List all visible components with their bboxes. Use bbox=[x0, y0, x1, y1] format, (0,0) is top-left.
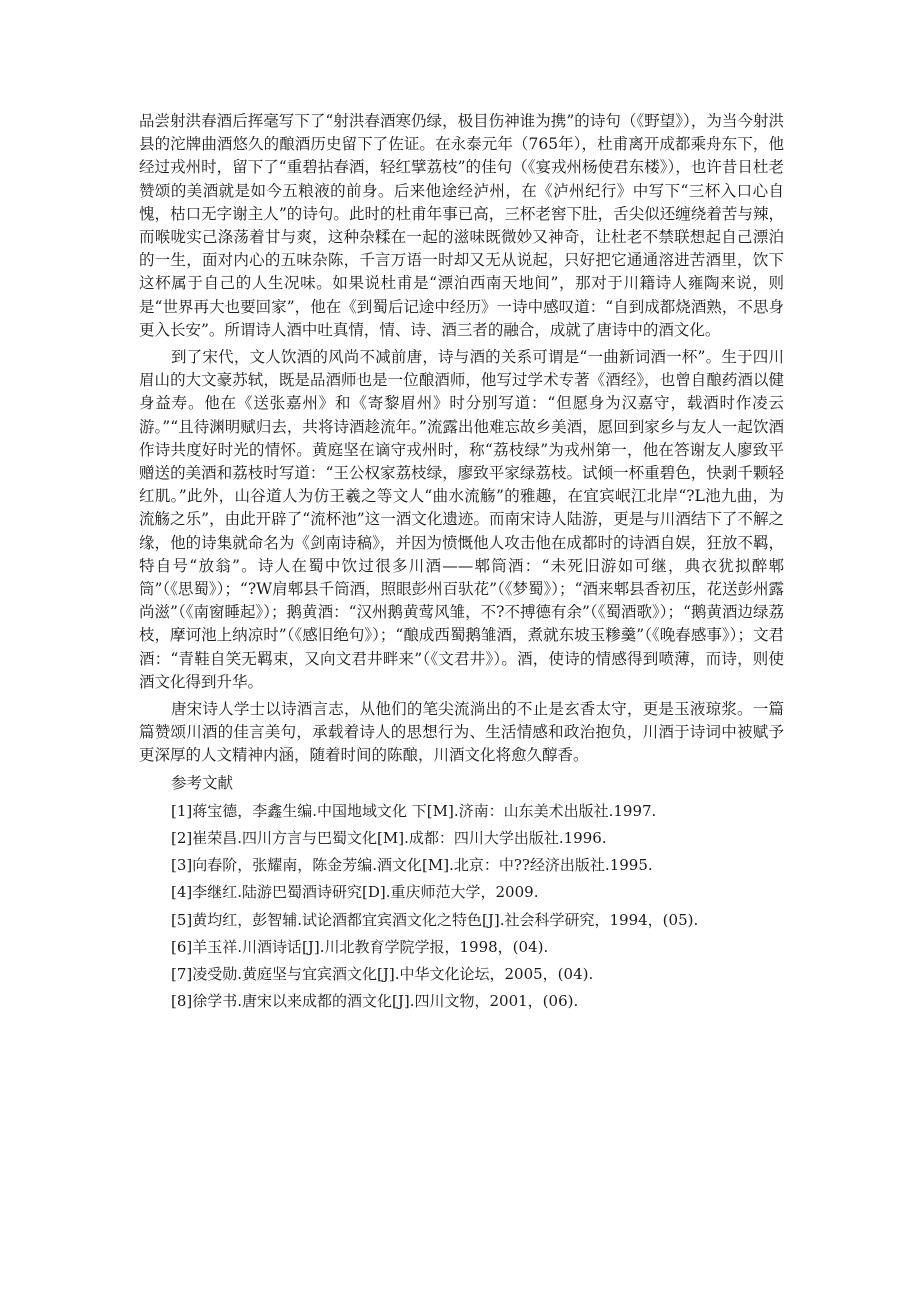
body-paragraph-3: 唐宋诗人学士以诗酒言志，从他们的笔尖流淌出的不止是玄香太守，更是玉液琼浆。一篇篇赞颂川酒的佳言美句，承载着诗人的思想行为、生活情感和政治抱负，川酒于诗词中被赋予更深厚的人文精神内涵，随着时间的陈酿，川酒文化将愈久醇香。 bbox=[139, 700, 784, 765]
reference-item: [4]李继红.陆游巴蜀酒诗研究[D].重庆师范大学，2009. bbox=[171, 883, 539, 902]
references-heading: 参考文献 bbox=[171, 773, 234, 792]
reference-item: [3]向春阶，张耀南，陈金芳编.酒文化[M].北京：中??经济出版社.1995. bbox=[171, 856, 653, 875]
reference-item: [5]黄均红，彭智辅.试论酒都宜宾酒文化之特色[J].社会科学研究，1994，(05). bbox=[171, 910, 699, 929]
reference-item: [1]蒋宝德，李鑫生编.中国地域文化 下[M].济南：山东美术出版社.1997. bbox=[171, 801, 657, 820]
reference-item: [6]羊玉祥.川酒诗话[J].川北教育学院学报，1998，(04). bbox=[171, 937, 549, 956]
reference-item: [7]凌受勋.黄庭坚与宜宾酒文化[J].中华文化论坛，2005，(04). bbox=[171, 965, 594, 984]
reference-item: [2]崔荣昌.四川方言与巴蜀文化[M].成都：四川大学出版社.1996. bbox=[171, 829, 607, 848]
document-page bbox=[139, 110, 784, 1018]
body-paragraph-2: 到了宋代，文人饮酒的风尚不减前唐，诗与酒的关系可谓是“一曲新词酒一杯”。生于四川眉山的大文豪苏轼，既是品酒师也是一位酿酒师，他写过学术专著《酒经》，也曾自酿药酒以健身益寿。他在《送张嘉州》和《寄黎眉州》时分别写道：“但愿身为汉嘉守，载酒时作凌云游。”“且待渊明赋归去，共将诗酒趁流年。”流露出他难忘故乡美酒，愿回到家乡与友人一起饮酒作诗共度好时光的情怀。黄庭坚在谪守戎州时，称“荔枝绿”为戎州第一，他在答谢友人廖致平赠送的美酒和荔枝时写道：“王公权家荔枝绿，廖致平家绿荔枝。试倾一杯重碧色，快剥千颗轻红肌。”此外，山谷道人为仿王羲之等文人“曲水流觞”的雅趣，在宜宾岷江北岸“?L池九曲，为流觞之乐”，由此开辟了“流杯池”这一酒文化遗迹。而南宋诗人陆游，更是与川酒结下了不解之缘，他的诗集就命名为《剑南诗稿》，并因为愤慨他人攻击他在成都时的诗酒自娱，狂放不羁，特自号“放翁”。诗人在蜀中饮过很多川酒——郫筒酒：“未死旧游如可继，典衣犹拟醉郫筒”（《思蜀》）；“?W肩郫县千筒酒，照眼彭州百驮花”（《梦蜀》）；“酒来郫县香初压，花送彭州露尚滋”（《南窗睡起》）；鹅黄酒：“汉州鹅黄莺风雏，不?不搏德有余”（《蜀酒歌》）；“鹅黄酒边绿荔枝，摩诃池上纳凉时”（《感旧绝句》）；“酿成西蜀鹅雏酒，煮就东坡玉糁羹”（《晚春感事》）；文君酒：“青鞋自笑无羁束，又向文君井畔来”（《文君井》）。酒，使诗的情感得到喷薄，而诗，则使酒文化得到升华。 bbox=[139, 348, 784, 691]
reference-item: [8]徐学书.唐宋以来成都的酒文化[J].四川文物，2001，(06). bbox=[171, 992, 579, 1011]
references-list bbox=[139, 801, 784, 1012]
body-paragraph-1: 品尝射洪春酒后挥毫写下了“射洪春酒寒仍绿，极目伤神谁为携”的诗句（《野望》），为当今射洪县的沱牌曲酒悠久的酿酒历史留下了佐证。在永泰元年（765年），杜甫离开成都乘舟东下，他经过戎州时，留下了“重碧拈春酒，轻红擘荔枝”的佳句（《宴戎州杨使君东楼》），也许昔日杜老赞颂的美酒就是如今五粮液的前身。后来他途经泸州，在《泸州纪行》中写下“三杯入口心自愧，枯口无字谢主人”的诗句。此时的杜甫年事已高，三杯老窖下肚，舌尖似还缠绕着苦与辣，而喉咙实己涤荡着甘与爽，这种杂糅在一起的滋味既微妙又神奇，让杜老不禁联想起自己漂泊的一生，面对内心的五味杂陈，千言万语一时却又无从说起，只好把它通通溶进苦酒里，饮下这杯属于自己的人生况味。如果说杜甫是“漂泊西南天地间”，那对于川籍诗人雍陶来说，则是“世界再大也要回家”，他在《到蜀后记途中经历》一诗中感叹道：“自到成都烧酒熟，不思身更入长安”。所谓诗人酒中吐真情，情、诗、酒三者的融合，成就了唐诗中的酒文化。 bbox=[139, 112, 784, 339]
